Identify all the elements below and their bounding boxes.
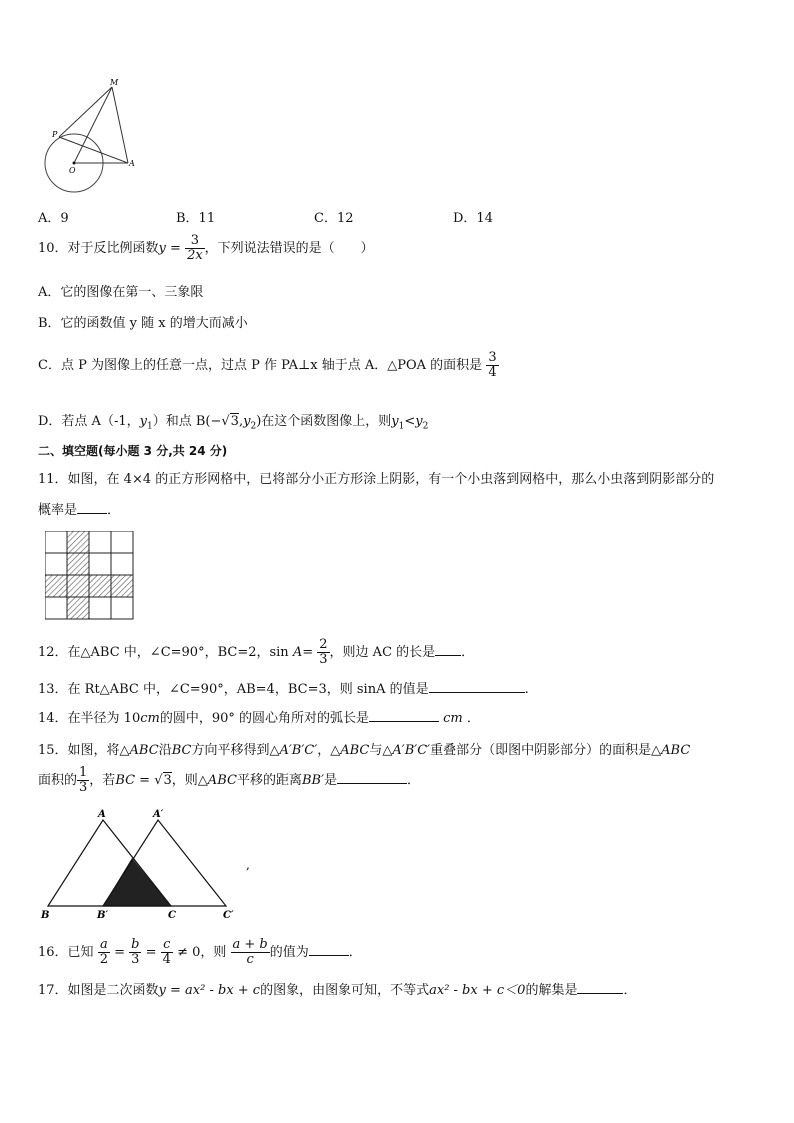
stray-comma: ,	[246, 858, 250, 872]
q10-option-d: D．若点 A（-1，$y_1$）和点 $B(-√3,y_2)$在这个函数图像上，则$y_1<y_2$	[38, 414, 429, 432]
label-a: A	[98, 809, 106, 820]
center-dot	[73, 162, 76, 165]
label-b: B	[41, 910, 50, 921]
label-m: M	[110, 78, 119, 87]
line-ma	[112, 87, 128, 163]
shaded-grid-figure	[45, 531, 135, 621]
line-om	[74, 87, 112, 163]
q9-option-c: C．12	[314, 211, 354, 226]
q13: 13．在 Rt△ABC 中，∠C=90°，AB=4，BC=3，则 sinA 的值是 .	[38, 682, 529, 697]
grid-lines	[45, 531, 133, 619]
line-pm	[59, 87, 112, 137]
section-heading: 二、填空题(每小题 3 分,共 24 分)	[38, 444, 228, 458]
q10-stem: 10．对于反比例函数y = $\frac{3}{2x}$ ，下列说法错误的是（ ）	[38, 233, 374, 263]
q9-option-a: A．9	[38, 211, 69, 226]
label-c-prime: C′	[223, 910, 234, 921]
translated-triangles-figure	[38, 806, 278, 921]
circle-tangent-figure	[38, 78, 148, 198]
label-c: C	[168, 910, 176, 921]
label-a-prime: A′	[153, 809, 164, 820]
q16: 16．已知 $\frac{a}{2}$ = $\frac{b}{3}$ = $\frac{c}{4}$ ≠ 0，则 $\frac{a + b}{c}$ 的值为 ．	[38, 937, 362, 967]
q15-line2: 面积的 $\frac{1}{3}$ ，若BC = √3，则△ABC平移的距离BB′是 ．	[38, 765, 421, 795]
q10-option-c: C．点 P 为图像上的任意一点，过点 P 作 PA⊥x 轴于点 A．△POA 的面积是 $\frac{3}{4}$	[38, 350, 497, 380]
q10-option-b: B．它的函数值 y 随 x 的增大而减小	[38, 316, 248, 331]
label-o: O	[69, 166, 76, 175]
q9-option-d: D．14	[453, 211, 493, 226]
q10-option-a: A．它的图像在第一、三象限	[38, 285, 204, 300]
q14: 14．在半径为 10cm的圆中，90° 的圆心角所对的弧长是 cm ．	[38, 711, 480, 726]
label-p: P	[52, 130, 58, 139]
q17: 17．如图是二次函数y = ax² - bx + c的图象，由图象可知，不等式ax² - bx + c＜0的解集是 ．	[38, 983, 637, 998]
q11-line2: 概率是 ．	[38, 503, 121, 518]
q12: 12．在△ABC 中，∠C=90°，BC=2，sin A= $\frac{2}{3}$ ，则边 AC 的长是 ．	[38, 637, 475, 667]
q9-option-b: B．11	[176, 211, 216, 226]
q15-line1: 15．如图，将△ABC沿BC方向平移得到△A′B′C′，△ABC与△A′B′C′重叠部分（即图中阴影部分）的面积是△ABC	[38, 743, 691, 758]
label-b-prime: B′	[97, 910, 109, 921]
overlap-shaded-region	[103, 858, 171, 906]
q11-line1: 11．如图，在 4×4 的正方形网格中，已将部分小正方形涂上阴影，有一个小虫落到网格中，那么小虫落到阴影部分的	[38, 472, 715, 487]
label-a: A	[129, 159, 135, 168]
